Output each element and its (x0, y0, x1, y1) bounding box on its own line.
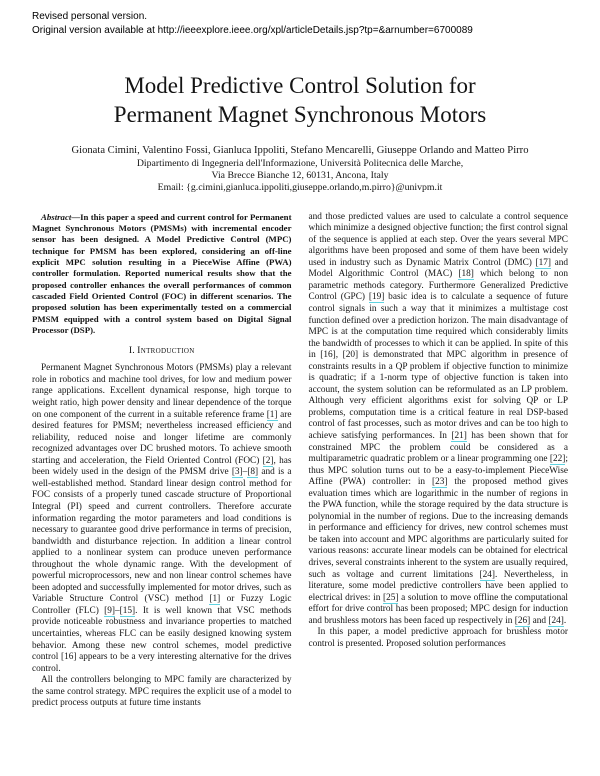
abstract-text: —In this paper a speed and current control for Permanent Magnet Synchronous Motors (PMSMs) with incremental encoder sensor has been designed. A Model Predictive Control (MPC) technique for PMSM has been explored, considering an off-line explicit MPC solution resulting in a PieceWise Affine (PWA) controller formulation. Reported numerical results show that the proposed controller enhances the overall performances of common cascaded Field Oriented Control (FOC) in different scenarios. The proposed solution has been experimentally tested on a commercial PMSM equipped with a control system based on Digital Signal Processor (DSP). (32, 211, 292, 336)
citation-link[interactable]: [19] (368, 292, 385, 303)
citation-link[interactable]: [2] (262, 455, 274, 466)
affiliation-block (32, 158, 568, 195)
citation-link[interactable]: [9] (104, 605, 115, 616)
citation-link[interactable]: [24] (548, 615, 564, 626)
citation-link[interactable]: [24] (479, 569, 495, 580)
citation-link[interactable]: [23] (431, 477, 448, 488)
author-list: Gionata Cimini, Valentino Fossi, Gianluca Ippoliti, Stefano Mencarelli, Giuseppe Orlando and Matteo Pirro (71, 145, 529, 156)
affiliation-department: Dipartimento di Ingegneria dell'Informazione, Università Politecnica delle Marche, (136, 158, 464, 169)
section-number: I. (128, 345, 135, 357)
version-note (32, 10, 568, 37)
citation-link[interactable]: [21] (451, 431, 467, 441)
intro-paragraph-1: Permanent Magnet Synchronous Motors (PMSMs) play a relevant role in robotics and machine tool drives, for low and medium power range applications. Excellent dynamical response, high torque to weight ratio, high power density and linear dependence of the torque on one component of the current in a suitable reference frame [1] are desired features for PMSM; nevertheless increased efficiency and reliability, reduced noise and longer lifetime are commonly recognized advantages over DC brushed motors. To achieve smooth starting and acceleration, the Field Oriented Control (FOC) [2], has been widely used in the design of the PMSM drive [3]–[8] and is a well-established method. Standard linear design control method for FOC consists of a properly tuned cascade structure of Proportional Integral (PI) speed and current controllers. Therefore accurate information regarding the motor parameters and load conditions is necessary to guarantee good drive performance in terms of precision, bandwidth and disturbance rejection. In addition a linear control applied to a nonlinear system can produce uneven performance throughout the whole dynamic range. With the development of powerful microprocessors, new and non linear control schemes have been adopted and successfully implemented for motor drives, such as Variable Structure Control (VSC) method [1] or Fuzzy Logic Controller (FLC) [9]–[15]. It is well known that VSC methods provide noticeable robustness and invariance properties to matched uncertainties, whereas FLC can be easily designed knowing system behavior. Among these new control schemes, model predictive control [16] appears to be a very interesting alternative for the drives control. (32, 363, 292, 674)
citation-link[interactable]: [1] (266, 409, 278, 420)
citation-link[interactable]: [22] (549, 454, 566, 465)
version-note-line1: Revised personal version. (32, 11, 148, 22)
affiliation-address: Via Brecce Bianche 12, 60131, Ancona, Italy (211, 170, 389, 182)
citation-link[interactable]: [15] (119, 605, 136, 616)
abstract-paragraph (32, 212, 292, 337)
paper-title-line2: Permanent Magnet Synchronous Motors (113, 102, 487, 127)
two-column-body (32, 212, 568, 710)
version-note-line2: Original version available at http://ieeexplore.ieee.org/xpl/articleDetails.jsp?tp=&arnumber=6700089 (32, 24, 473, 36)
citation-link[interactable]: [26] (514, 615, 531, 626)
right-column (309, 212, 569, 710)
section-heading-introduction (32, 345, 292, 356)
paper-title-line1: Model Predictive Control Solution for (124, 73, 476, 98)
section-title: Introduction (137, 345, 195, 357)
abstract-label: Abstract (41, 211, 72, 222)
intro-paragraph-2: All the controllers belonging to MPC family are characterized by the same control strategy. MPC requires the explicit use of a model to predict process outputs at future time instants (32, 675, 292, 709)
citation-link[interactable]: [8] (247, 467, 259, 478)
intro-paragraph-3: In this paper, a model predictive approach for brushless motor control is presented. Proposed solution performances (308, 627, 568, 649)
citation-link[interactable]: [3] (231, 467, 243, 478)
intro-paragraph-2-continued: and those predicted values are used to calculate a control sequence which minimize a designed objective function; the first control signal of the sequence is applied at each step. Over the years several MPC algorithms have been proposed and some of them have been widely used in industry such as Dynamic Matrix Control (DMC) [17] and Model Algorithmic Control (MAC) [18] which belong to non parametric methods category. Furthermore Generalized Predictive Control (GPC) [19] basic idea is to calculate a sequence of future control signals in such a way that it minimizes a multistage cost function defined over a prediction horizon. The main disadvantage of MPC is at the computation time required which considerably limits the bandwidth of processes to which it can be applied. In spite of this in [16], [20] is demonstrated that MPC algorithm in presence of constraints results in a QP problem if objective function to minimize is quadratic; if a 1-norm type of objective function is taken into account, the system solution can be reformulated as an LP problem. Although very efficient algorithms exist for solving QP or LP problems, computation time is a critical feature in real DSP-based control of fast processes, such as motor drives and can be too high to achieve satisfying performances. In [21] has been shown that for constrained MPC the problem could be considered as a multiparametric quadratic problem or a linear programming one [22]; thus MPC solution turns out to be a easy-to-implement PieceWise Affine (PWA) controller: in [23] the proposed method gives evaluation times which are logarithmic in the number of regions in the PWA function, while the storage required by the data structure is polynomial in the number of regions. Due to the increasing demands in performance and efficiency for drives, new control schemes must be taken into account and MPC algorithms are particularly suited for various reasons: accurate linear models can be obtained for electrical drives, several constraints inherent to the system are usually required, such as voltage and current limitations [24]. Nevertheless, in literature, some model predictive controllers have been applied to electrical drives: in [25] a solution to move offline the computational effort for drive control has been proposed; MPC design for induction and brushless motors has been faced up respectively in [26] and [24]. (308, 211, 569, 626)
citation-link[interactable]: [25] (382, 592, 399, 603)
left-column (32, 212, 292, 710)
citation-link[interactable]: [18] (458, 269, 474, 280)
citation-link[interactable]: [1] (209, 594, 221, 605)
paper-title (32, 71, 568, 129)
affiliation-email: Email: {g.cimini,gianluca.ippoliti,giuseppe.orlando,m.pirro}@univpm.it (157, 182, 443, 194)
citation-link[interactable]: [17] (535, 257, 551, 268)
